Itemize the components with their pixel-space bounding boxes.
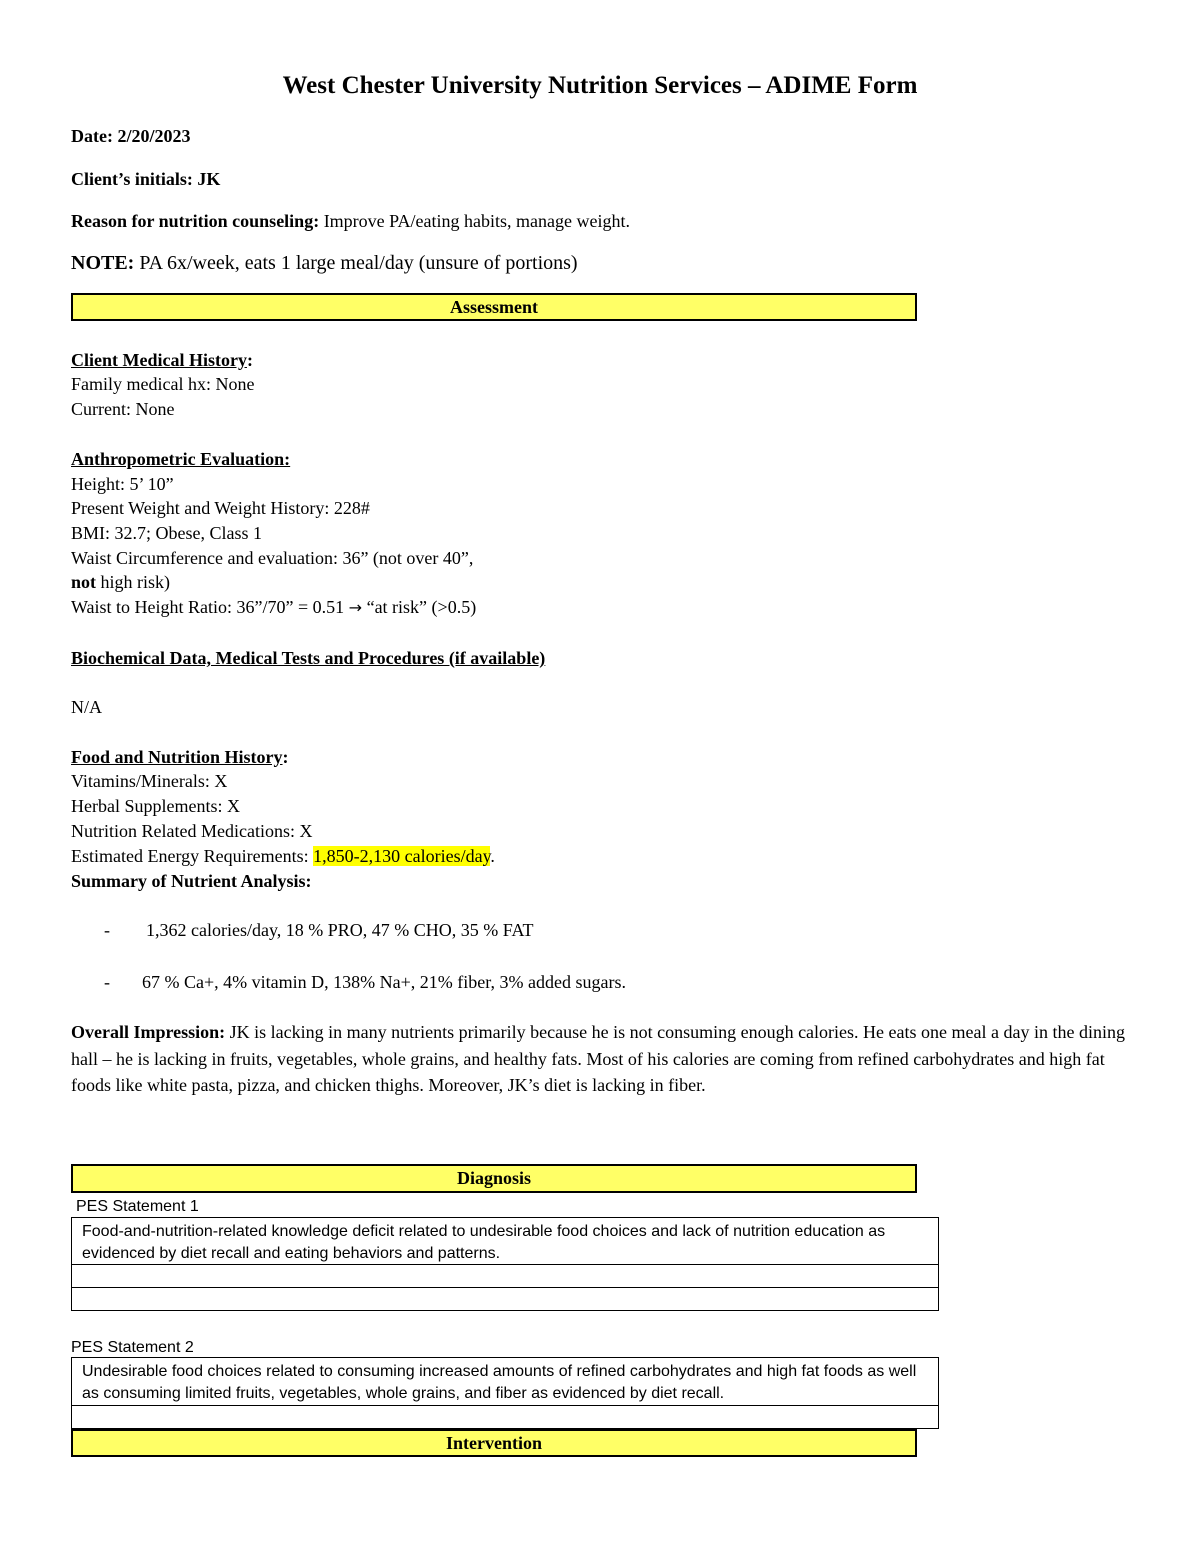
waist-risk-text: high risk)	[96, 572, 171, 592]
ratio-text: Waist to Height Ratio: 36”/70” = 0.51	[71, 597, 349, 617]
intervention-section-bar: Intervention	[71, 1429, 917, 1457]
medical-history-heading-text: Client Medical History	[71, 350, 247, 370]
food-history-colon: :	[282, 747, 289, 767]
pes-statement-2-cell	[72, 1358, 938, 1406]
current-medical: Current: None	[71, 399, 175, 419]
bmi-value: BMI: 32.7; Obese, Class 1	[71, 523, 262, 543]
eer-label: Estimated Energy Requirements:	[71, 846, 314, 866]
overall-impression	[71, 1019, 1131, 1099]
empty-table-row	[72, 1265, 938, 1288]
pes-statement-2-text: Undesirable food choices related to consuming increased amounts of refined carbohydrates and high fat foods as well as consuming limited fruits, vegetables, whole grains, and fiber as evidenced by diet recall.	[82, 1363, 917, 1402]
note-label: NOTE:	[71, 252, 135, 274]
note-value: PA 6x/week, eats 1 large meal/day (unsure of portions)	[134, 252, 578, 274]
nutrient-summary-bullet-1: 1,362 calories/day, 18 % PRO, 47 % CHO, 35 % FAT	[146, 920, 534, 940]
overall-impression-label: Overall Impression:	[71, 1022, 226, 1042]
eer-period: .	[490, 846, 495, 866]
pes-statement-1-text: Food-and-nutrition-related knowledge deficit related to undesirable food choices and lack of nutrition education as evidenced by diet recall and eating behaviors and patterns.	[82, 1223, 886, 1262]
weight-value: Present Weight and Weight History: 228#	[71, 498, 370, 518]
pes-statement-1-cell	[72, 1218, 938, 1265]
overall-impression-text: JK is lacking in many nutrients primarily because he is not consuming enough calories. He eats one meal a day in the dining hall – he is lacking in fruits, vegetables, whole grains, and healthy fats. Most of his calories are coming from refined carbohydrates and high fat foods like white pasta, pizza, and chicken thighs. Moreover, JK’s diet is lacking in fiber.	[71, 1022, 1125, 1095]
biochemical-heading: Biochemical Data, Medical Tests and Procedures (if available)	[71, 648, 546, 668]
bullet-marker: -	[104, 972, 110, 992]
food-history-heading-text: Food and Nutrition History	[71, 747, 283, 767]
empty-table-row	[72, 1288, 938, 1310]
pes-statement-2-table	[71, 1357, 939, 1429]
reason-value: Improve PA/eating habits, manage weight.	[319, 211, 630, 231]
biochemical-value: N/A	[71, 697, 102, 717]
pes-statement-2-label: PES Statement 2	[71, 1339, 194, 1356]
bullet-marker: -	[104, 920, 110, 940]
anthropometric-heading: Anthropometric Evaluation:	[71, 449, 291, 469]
note-line	[71, 250, 578, 276]
pes-statement-1-table	[71, 1217, 939, 1311]
nutrient-summary-heading: Summary of Nutrient Analysis:	[71, 871, 312, 891]
family-medical-hx: Family medical hx: None	[71, 374, 255, 394]
height-value: Height: 5’ 10”	[71, 474, 174, 494]
vitamins-minerals: Vitamins/Minerals: X	[71, 771, 228, 791]
medical-history-heading	[71, 348, 253, 372]
eer-value-highlight: 1,850-2,130 calories/day	[313, 846, 491, 866]
reason-line	[71, 209, 630, 233]
waist-circumference-line1: Waist Circumference and evaluation: 36” (not over 40”,	[71, 548, 474, 568]
ratio-risk: “at risk” (>0.5)	[362, 597, 477, 617]
client-initials: Client’s initials: JK	[71, 169, 221, 189]
waist-height-ratio	[71, 595, 476, 620]
reason-label: Reason for nutrition counseling:	[71, 211, 320, 231]
herbal-supplements: Herbal Supplements: X	[71, 796, 240, 816]
medical-history-colon: :	[246, 350, 253, 370]
empty-table-row	[72, 1406, 938, 1428]
nutrient-summary-bullet-2: 67 % Ca+, 4% vitamin D, 138% Na+, 21% fiber, 3% added sugars.	[142, 972, 626, 992]
page-title: West Chester University Nutrition Services – ADIME Form	[282, 72, 918, 99]
food-history-heading	[71, 745, 289, 769]
energy-requirements	[71, 844, 495, 868]
waist-not: not	[71, 572, 97, 592]
waist-circumference-line2	[71, 570, 170, 594]
diagnosis-section-bar: Diagnosis	[71, 1164, 917, 1193]
assessment-section-bar: Assessment	[71, 293, 917, 321]
nutrition-medications: Nutrition Related Medications: X	[71, 821, 313, 841]
pes-statement-1-label: PES Statement 1	[76, 1198, 199, 1215]
right-arrow-icon: →	[348, 598, 363, 617]
date-label: Date: 2/20/2023	[71, 126, 191, 146]
